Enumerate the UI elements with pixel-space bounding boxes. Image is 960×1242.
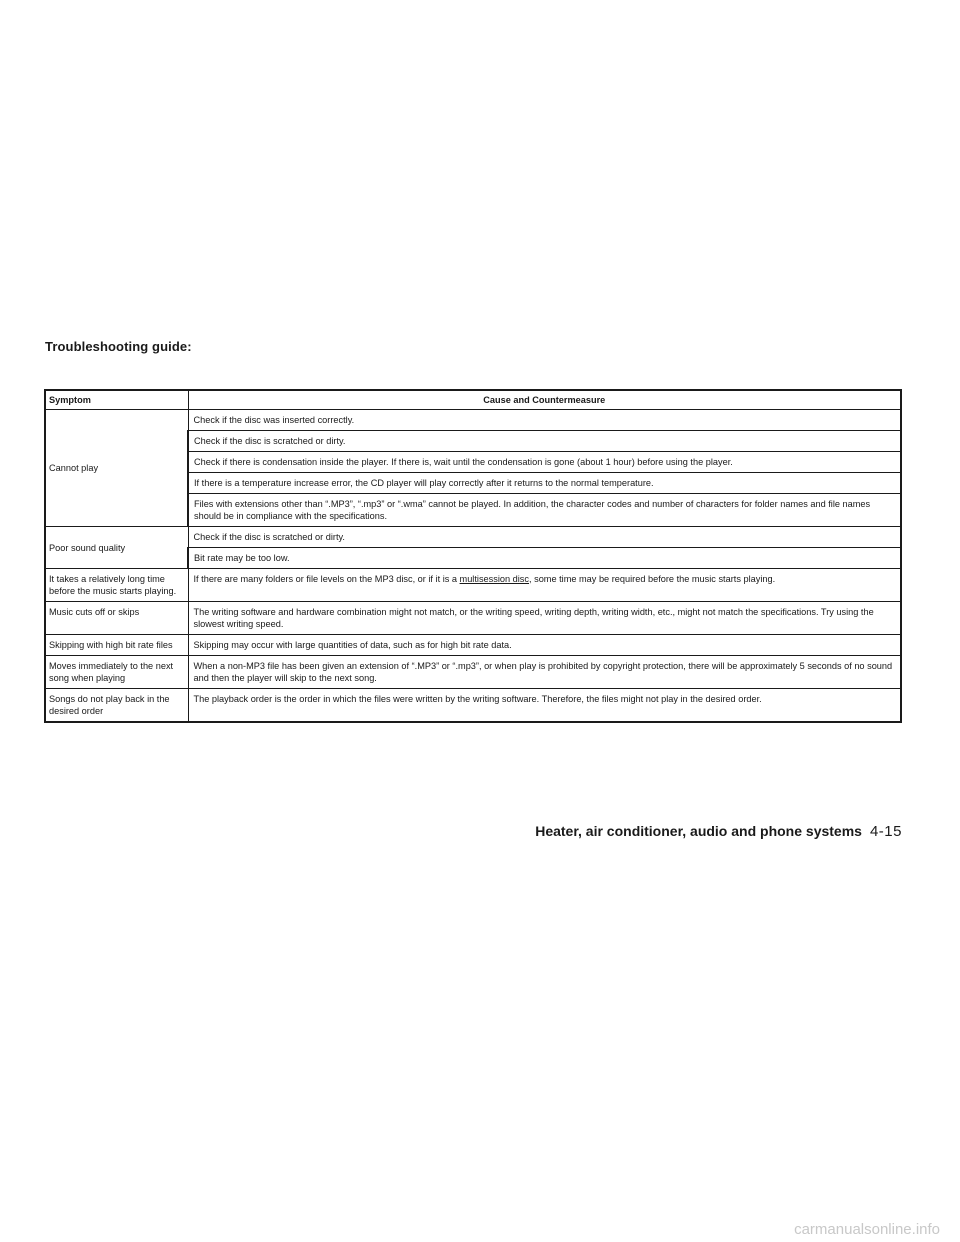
- cause-text: If there are many folders or file levels on the MP3 disc, or if it is a: [193, 574, 460, 584]
- cause-text: , some time may be required before the music starts playing.: [529, 574, 776, 584]
- table-row: [45, 689, 901, 723]
- cause-cell: Check if there is condensation inside the player. If there is, wait until the condensation is gone (about 1 hour) before using the player.: [188, 452, 901, 473]
- section-title: Troubleshooting guide:: [45, 339, 192, 354]
- symptom-poor-sound: Poor sound quality: [45, 527, 188, 569]
- page-number: 4-15: [869, 823, 902, 840]
- symptom-order: Songs do not play back in the desired order: [45, 689, 188, 723]
- cause-cell: Files with extensions other than “.MP3”, “.mp3” or “.wma” cannot be played. In addition, the character codes and number of characters for folder names and file names should be in compliance with the specifications.: [188, 494, 901, 527]
- table-row: [45, 527, 901, 548]
- table-header-row: [45, 390, 901, 410]
- symptom-long-time: It takes a relatively long time before the music starts playing.: [45, 569, 188, 602]
- table-row: [45, 656, 901, 689]
- troubleshooting-table: [44, 389, 902, 723]
- cause-cell: When a non-MP3 file has been given an extension of “.MP3” or “.mp3”, or when play is prohibited by copyright protection, there will be approximately 5 seconds of no sound and then the player will skip to the next song.: [188, 656, 901, 689]
- page-footer: [535, 823, 902, 840]
- watermark: carmanualsonline.info: [794, 1221, 940, 1238]
- symptom-cannot-play: Cannot play: [45, 410, 188, 527]
- cause-cell: If there is a temperature increase error, the CD player will play correctly after it returns to the normal temperature.: [188, 473, 901, 494]
- symptom-high-bit-rate: Skipping with high bit rate files: [45, 635, 188, 656]
- cause-cell: Check if the disc is scratched or dirty.: [188, 527, 901, 548]
- cause-cell: Skipping may occur with large quantities of data, such as for high bit rate data.: [188, 635, 901, 656]
- multisession-disc-term: multisession disc: [459, 574, 529, 584]
- cause-cell: Bit rate may be too low.: [188, 548, 901, 569]
- table-row: [45, 410, 901, 431]
- table-row: [45, 602, 901, 635]
- header-symptom: Symptom: [45, 390, 188, 410]
- symptom-cuts-off: Music cuts off or skips: [45, 602, 188, 635]
- cause-cell: The writing software and hardware combination might not match, or the writing speed, writing depth, writing width, etc., might not match the specifications. Try using the slowest writing speed.: [188, 602, 901, 635]
- cause-cell: Check if the disc was inserted correctly.: [188, 410, 901, 431]
- symptom-next-song: Moves immediately to the next song when playing: [45, 656, 188, 689]
- cause-cell: The playback order is the order in which the files were written by the writing software. Therefore, the files might not play in the desired order.: [188, 689, 901, 723]
- table-row: [45, 635, 901, 656]
- table-row: [45, 569, 901, 602]
- cause-cell: Check if the disc is scratched or dirty.: [188, 431, 901, 452]
- footer-section-title: Heater, air conditioner, audio and phone systems: [535, 823, 862, 839]
- cause-cell: [188, 569, 901, 602]
- header-cause: Cause and Countermeasure: [188, 390, 901, 410]
